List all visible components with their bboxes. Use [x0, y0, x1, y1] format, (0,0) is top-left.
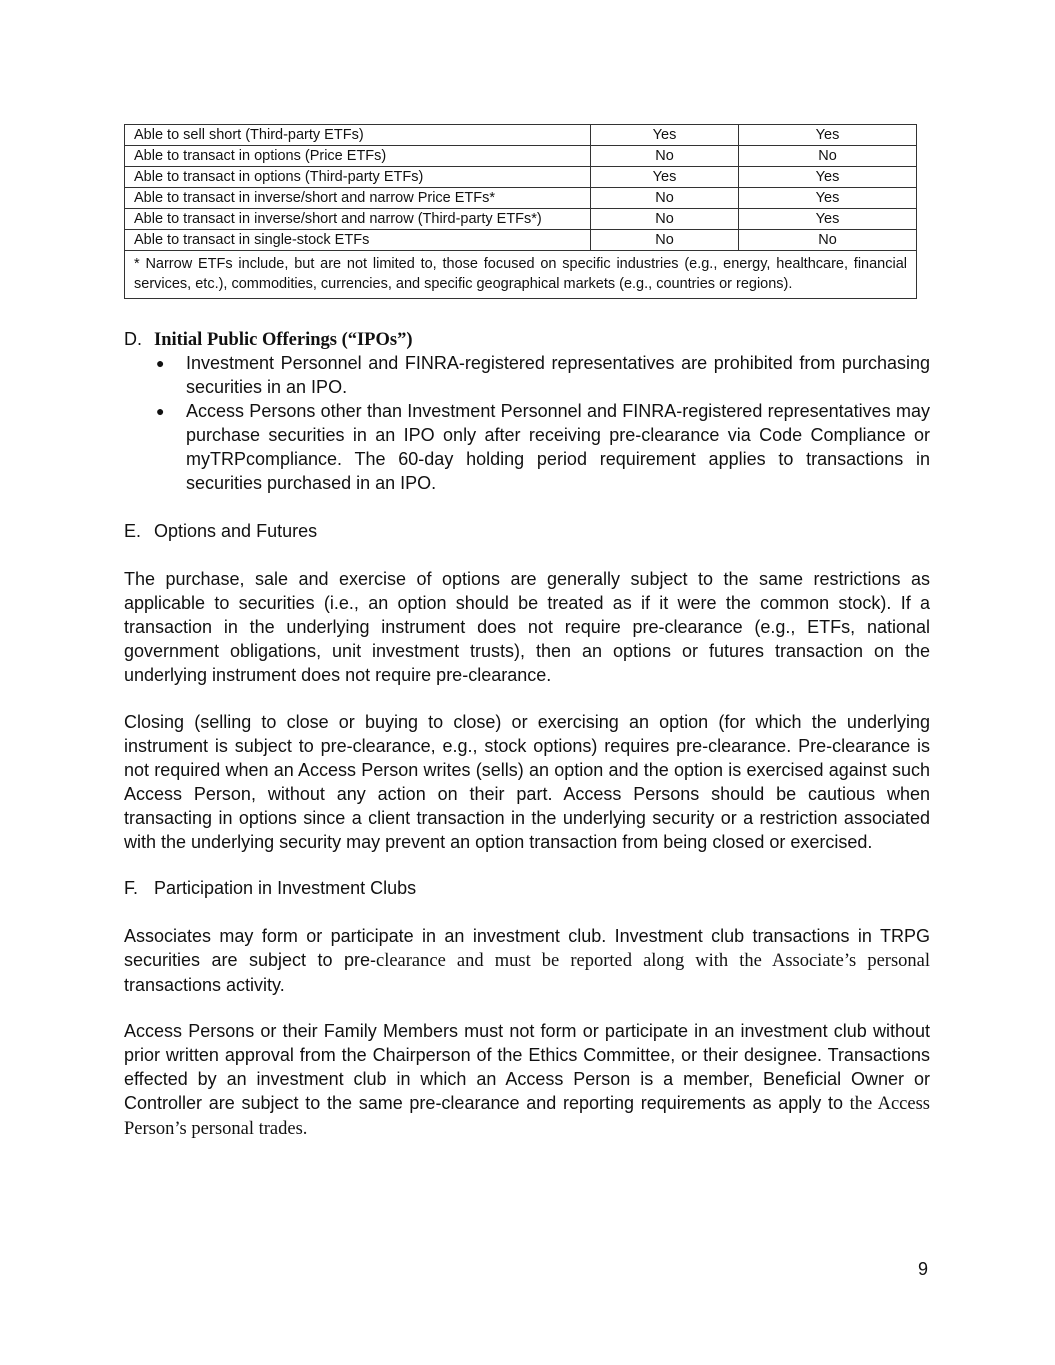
table-cell-label: Able to transact in options (Third-party ETFs): [125, 167, 591, 188]
table-cell-value: Yes: [591, 125, 739, 146]
table-cell-label: Able to transact in single-stock ETFs: [125, 230, 591, 251]
section-e-title: Options and Futures: [154, 521, 318, 541]
table-row: [125, 230, 917, 251]
page-number: 9: [918, 1259, 929, 1279]
paragraph-text-serif: clearance and must be reported along with the Associate’s personal: [376, 951, 930, 971]
list-item: [124, 399, 930, 495]
table-row: [125, 167, 917, 188]
section-f-title: Participation in Investment Clubs: [154, 878, 417, 898]
list-item: [124, 351, 930, 399]
section-f-paragraph: [124, 1019, 930, 1141]
section-e-letter: E.: [124, 521, 142, 541]
table-cell-value: No: [591, 209, 739, 230]
bullet-text: Investment Personnel and FINRA-registered representatives are prohibited from purchasing securities in an IPO.: [186, 353, 930, 397]
paragraph-text: transactions activity.: [124, 975, 285, 995]
table-cell-value: No: [591, 146, 739, 167]
table-cell-value: No: [591, 230, 739, 251]
table-cell-value: Yes: [591, 167, 739, 188]
table-footnote: * Narrow ETFs include, but are not limited to, those focused on specific industries (e.g., energy, healthcare, financial services, etc.), commodities, currencies, and specific geographical markets (e.g., countries or regions).: [125, 251, 917, 299]
table-cell-value: Yes: [739, 209, 917, 230]
section-f-letter: F.: [124, 878, 139, 898]
table-cell-label: Able to transact in inverse/short and narrow (Third-party ETFs*): [125, 209, 591, 230]
table-cell-label: Able to sell short (Third-party ETFs): [125, 125, 591, 146]
section-f-paragraph: [124, 924, 930, 997]
bullet-text: Access Persons other than Investment Personnel and FINRA-registered representatives may purchase securities in an IPO only after receiving pre-clearance via Code Compliance or myTRPcompliance. The 60-day holding period requirement applies to transactions in securities purchased in an IPO.: [186, 401, 930, 493]
table-row: [125, 125, 917, 146]
paragraph-text: Access Persons or their Family Members must not form or participate in an investment club without prior written approval from the Chairperson of the Ethics Committee, or their designee. Transactions effected by an investment club in which an Access Person is a member, Beneficial Owner or Controller are subject to the same pre-clearance and reporting requirements as apply to: [124, 1021, 930, 1113]
section-d-bullet-list: [124, 351, 930, 495]
etf-permissions-table: [124, 124, 917, 299]
section-d-title: Initial Public Offerings (“IPOs”): [154, 330, 413, 350]
table-cell-label: Able to transact in options (Price ETFs): [125, 146, 591, 167]
paragraph-text-serif: the Access Person’s personal trades.: [124, 1094, 930, 1139]
table-footnote-row: [125, 251, 917, 299]
table-row: [125, 188, 917, 209]
paragraph-text: Associates may form or participate in an investment club. Investment club transactions in TRPG securities are subject to pre-: [124, 926, 930, 970]
section-e-heading: [124, 519, 317, 543]
table-row: [125, 146, 917, 167]
table-cell-label: Able to transact in inverse/short and narrow Price ETFs*: [125, 188, 591, 209]
table-cell-value: No: [739, 230, 917, 251]
table-cell-value: Yes: [739, 188, 917, 209]
section-d-heading: [124, 327, 413, 352]
bullet-icon: ●: [156, 355, 165, 371]
bullet-icon: ●: [156, 403, 165, 419]
table-cell-value: No: [591, 188, 739, 209]
section-d-letter: D.: [124, 329, 142, 349]
table-cell-value: No: [739, 146, 917, 167]
section-e-paragraph: The purchase, sale and exercise of options are generally subject to the same restrictions as applicable to securities (i.e., an option should be treated as if it were the common stock). If a transaction in the underlying instrument does not require pre-clearance (e.g., ETFs, national government obligations, unit investment trusts), then an options or futures transaction on the underlying instrument does not require pre-clearance.: [124, 569, 930, 685]
table-cell-value: Yes: [739, 125, 917, 146]
section-e-paragraph: Closing (selling to close or buying to close) or exercising an option (for which the underlying instrument is subject to pre-clearance, e.g., stock options) requires pre-clearance. Pre-clearance is not required when an Access Person writes (sells) an option and the option is exercised against such Access Person, without any action on their part. Access Persons should be cautious when transacting in options since a client transaction in the underlying security or a restriction associated with the underlying security may prevent an option transaction from being closed or exercised.: [124, 712, 930, 852]
section-f-heading: [124, 876, 416, 900]
table-cell-value: Yes: [739, 167, 917, 188]
table-row: [125, 209, 917, 230]
